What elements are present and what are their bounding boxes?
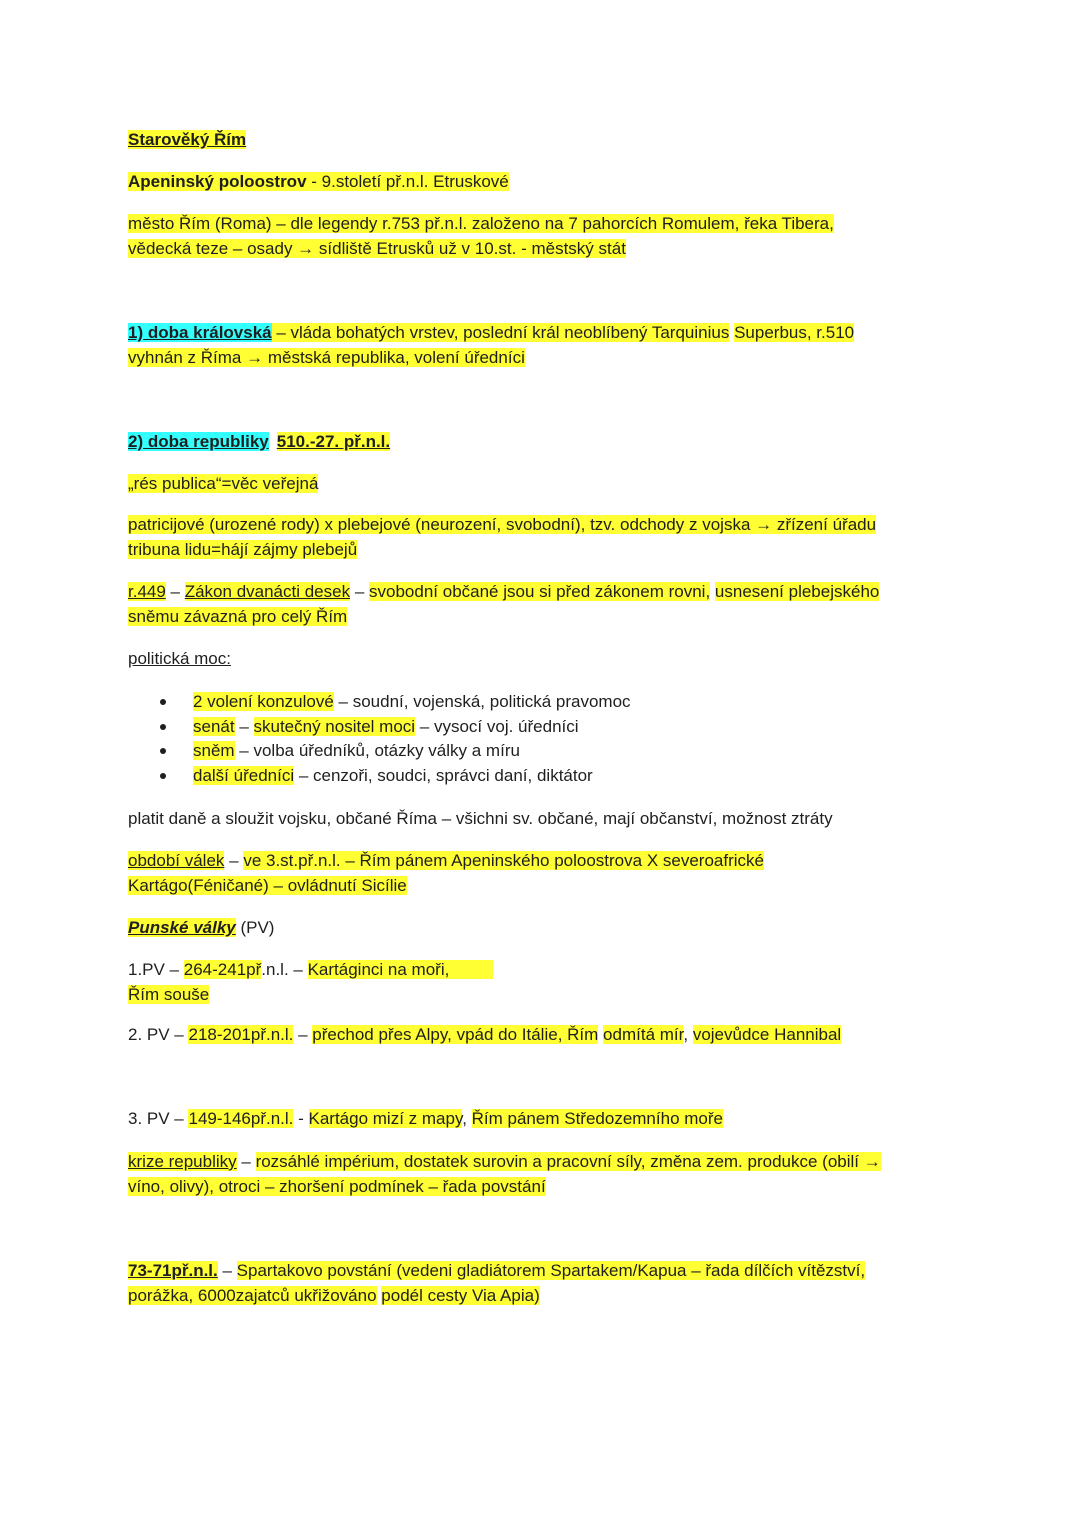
law-text-1: svobodní občané jsou si před zákonem rovni, bbox=[369, 582, 711, 601]
res-publica-text: „rés publica“=věc veřejná bbox=[128, 474, 319, 493]
law-paragraph bbox=[128, 580, 958, 629]
kingdom-text-1: vláda bohatých vrstev, poslední král neoblíbený Tarquinius bbox=[290, 323, 730, 342]
list-item-highlight: 2 volení konzulové bbox=[193, 692, 334, 711]
list-item-text: – volba úředníků, otázky války a míru bbox=[234, 741, 520, 760]
republic-heading-line bbox=[128, 430, 958, 455]
law-dash: – bbox=[165, 582, 185, 601]
bullet-icon bbox=[160, 748, 166, 754]
kingdom-dash: – bbox=[271, 323, 291, 342]
spartacus-line-2b: podél cesty Via Apia) bbox=[381, 1285, 540, 1305]
title-text: Starověký Řím bbox=[128, 130, 247, 149]
page-title bbox=[128, 128, 958, 153]
pv2-dates: 218-201př.n.l. bbox=[188, 1025, 294, 1044]
crisis-line-2: víno, olivy), otroci – zhoršení podmínek – řada povstání bbox=[128, 1176, 546, 1196]
spartacus-text-1: Spartakovo povstání (vedeni gladiátorem Spartakem/Kapua – řada dílčích vítězství, bbox=[236, 1261, 866, 1280]
kingdom-paragraph bbox=[128, 321, 958, 370]
pv2-text-2: odmítá mír bbox=[603, 1025, 684, 1044]
spartacus-line-2a: porážka, 6000zajatců ukřižováno bbox=[128, 1285, 377, 1305]
list-item-text: – soudní, vojenská, politická pravomoc bbox=[333, 692, 631, 711]
republic-dates: 510.-27. př.n.l. bbox=[276, 432, 391, 451]
spartacus-dates: 73-71př.n.l. bbox=[128, 1261, 218, 1280]
spartacus-dash: – bbox=[217, 1261, 237, 1280]
crisis-paragraph bbox=[128, 1150, 958, 1199]
pv1-paragraph bbox=[128, 958, 958, 1007]
list-item-highlight: senát bbox=[193, 716, 235, 736]
pv2-sep-2: , bbox=[683, 1025, 693, 1044]
spartacus-paragraph bbox=[128, 1259, 958, 1308]
republic-heading: 2) doba republiky bbox=[128, 432, 269, 451]
punic-heading-line bbox=[128, 916, 958, 941]
list-item bbox=[150, 739, 631, 764]
list-item-text: – bbox=[234, 716, 254, 736]
pv2-sep: – bbox=[293, 1025, 313, 1044]
wars-period-paragraph bbox=[128, 849, 958, 898]
pv1-dates-rest: .n.l. – bbox=[261, 960, 308, 979]
law-year: r.449 bbox=[128, 582, 166, 601]
pv1-dates: 264-241př bbox=[183, 960, 262, 979]
pv2-text-3: vojevůdce Hannibal bbox=[692, 1025, 842, 1044]
pv2-text-1: přechod přes Alpy, vpád do Itálie, Řím bbox=[312, 1025, 599, 1044]
kingdom-text-2: Superbus, r.510 bbox=[734, 323, 855, 342]
pv1-text-2: Řím souše bbox=[128, 984, 210, 1004]
pv3-label: 3. PV – bbox=[128, 1109, 189, 1128]
bullet-icon bbox=[160, 699, 166, 705]
intro-heading-line bbox=[128, 170, 958, 195]
power-list bbox=[150, 690, 631, 788]
list-item-text-2: – vysocí voj. úředníci bbox=[415, 716, 579, 736]
list-item-text: – cenzoři, soudci, správci daní, diktátor bbox=[294, 765, 593, 785]
patricians-line-1: patricijové (urozené rody) x plebejové (neurození, svobodní), tzv. odchody z vojska → zřízení úřadu bbox=[128, 515, 877, 534]
patricians-paragraph bbox=[128, 513, 958, 562]
res-publica-line bbox=[128, 472, 958, 497]
wars-period-label: období válek bbox=[128, 851, 225, 870]
pv2-label: 2. PV – bbox=[128, 1025, 189, 1044]
apennine-heading-rest: - 9.století př.n.l. Etruskové bbox=[306, 172, 509, 191]
rome-paragraph bbox=[128, 212, 958, 261]
law-dash-2: – bbox=[350, 582, 370, 601]
pv1-label: 1.PV – bbox=[128, 960, 184, 979]
law-line-2: sněmu závazná pro celý Řím bbox=[128, 606, 348, 626]
wars-period-line-2: Kartágo(Féničané) – ovládnutí Sicílie bbox=[128, 875, 407, 895]
kingdom-line-2: vyhnán z Říma → městská republika, volení úředníci bbox=[128, 347, 525, 367]
citizens-line bbox=[128, 807, 958, 832]
crisis-heading: krize republiky bbox=[128, 1152, 237, 1171]
bullet-icon bbox=[160, 724, 166, 730]
pv3-text-1: Kartágo mizí z mapy bbox=[308, 1109, 463, 1128]
power-heading: politická moc: bbox=[128, 649, 231, 668]
apennine-heading: Apeninský poloostrov bbox=[128, 172, 307, 191]
crisis-text-1: rozsáhlé impérium, dostatek surovin a pracovní síly, změna zem. produkce (obilí → bbox=[255, 1152, 881, 1171]
rome-line-2: vědecká teze – osady → sídliště Etrusků už v 10.st. - městský stát bbox=[128, 238, 626, 258]
list-item bbox=[150, 764, 631, 789]
patricians-line-2: tribuna lidu=hájí zájmy plebejů bbox=[128, 539, 358, 559]
wars-period-text: ve 3.st.př.n.l. – Řím pánem Apeninského poloostrova X severoafrické bbox=[243, 851, 764, 870]
punic-heading-rest: (PV) bbox=[235, 918, 275, 937]
list-item bbox=[150, 715, 631, 740]
kingdom-heading: 1) doba královská bbox=[128, 323, 272, 342]
list-item bbox=[150, 690, 631, 715]
power-heading-line bbox=[128, 647, 958, 672]
pv3-paragraph bbox=[128, 1107, 958, 1132]
pv1-text: Kartáginci na moři, bbox=[308, 960, 494, 979]
citizens-text: platit daně a sloužit vojsku, občané Říma – všichni sv. občané, mají občanství, možnost ztráty bbox=[128, 809, 833, 828]
pv2-paragraph bbox=[128, 1023, 958, 1048]
punic-heading: Punské války bbox=[128, 918, 236, 937]
pv3-dates: 149-146př.n.l. bbox=[188, 1109, 294, 1128]
crisis-dash: – bbox=[236, 1152, 256, 1171]
list-item-highlight: další úředníci bbox=[193, 765, 295, 785]
bullet-icon bbox=[160, 773, 166, 779]
rome-line-1: město Řím (Roma) – dle legendy r.753 př.n.l. založeno na 7 pahorcích Romulem, řeka Tibera, bbox=[128, 214, 834, 233]
pv3-sep-2: , bbox=[462, 1109, 472, 1128]
pv3-text-2: Řím pánem Středozemního moře bbox=[471, 1109, 723, 1128]
pv3-sep: - bbox=[293, 1109, 309, 1128]
law-name: Zákon dvanácti desek bbox=[184, 582, 351, 601]
list-item-highlight-2: skutečný nositel moci bbox=[253, 716, 416, 736]
wars-period-dash: – bbox=[224, 851, 244, 870]
list-item-highlight: sněm bbox=[193, 741, 235, 760]
law-text-2: usnesení plebejského bbox=[714, 582, 880, 601]
